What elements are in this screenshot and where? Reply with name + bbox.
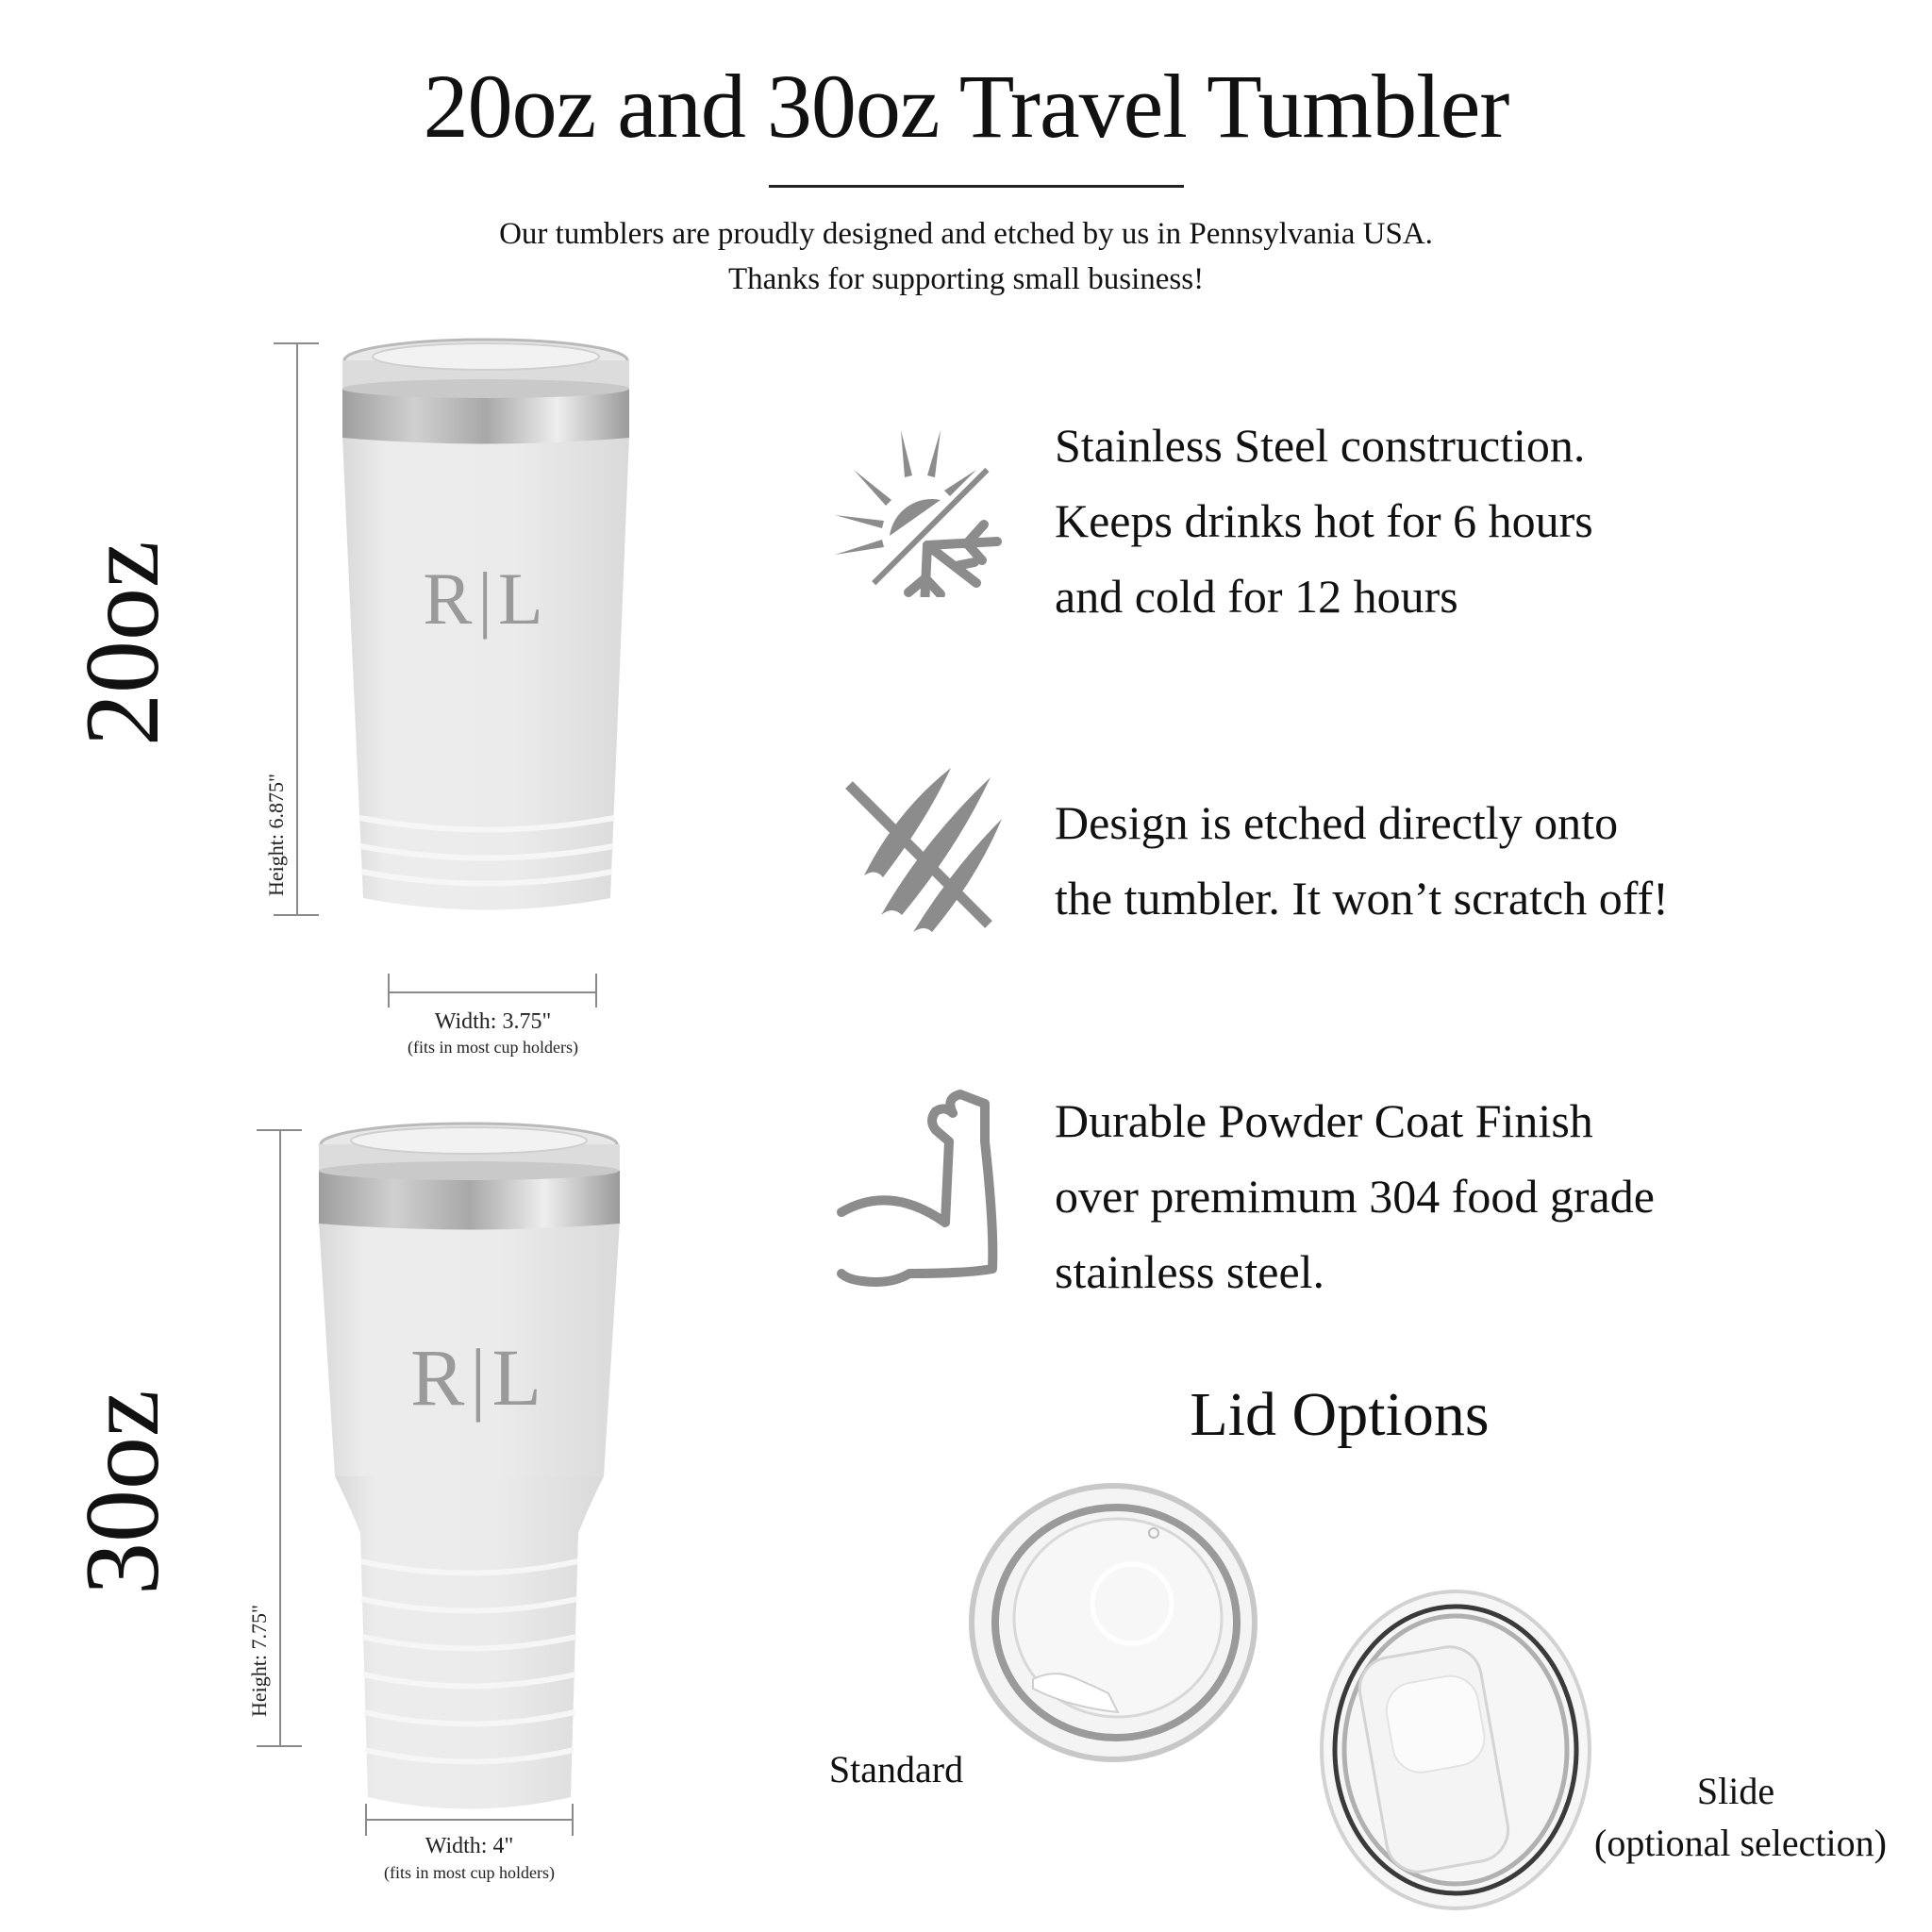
slide-lid-note: (optional selection) [1594,1822,1887,1864]
width-label-20oz: Width: 3.75" [434,1009,552,1034]
size-label-30oz: 30oz [64,1390,181,1595]
standard-lid-label: Standard [828,1748,964,1790]
feature-3-line-1: Durable Powder Coat Finish [1055,1094,1593,1147]
size-label-20oz: 20oz [64,541,181,746]
tumbler-30oz-image [311,1118,627,1821]
subtitle-line-1: Our tumblers are proudly designed and etched by us in Pennsylvania USA. [499,217,1433,251]
width-dim-cap-right [572,1804,574,1836]
feature-3-line-3: stainless steel. [1055,1245,1325,1298]
monogram-30oz: R|L [409,1332,548,1423]
feature-3-line-2: over premimum 304 food grade [1055,1170,1655,1223]
flexed-arm-icon [834,1085,1004,1297]
width-dim-cap-left [388,974,390,1008]
feature-1-line-3: and cold for 12 hours [1055,570,1458,623]
height-label-20oz: Height: 6.875" [264,774,288,896]
sun-snowflake-icon [835,423,1005,597]
height-dim-cap-bottom [274,914,319,916]
slide-lid-image [1316,1561,1599,1920]
no-scratch-icon [840,764,1005,943]
feature-1-line-2: Keeps drinks hot for 6 hours [1055,494,1593,547]
width-dim-line-20oz [388,991,596,993]
page-title: 20oz and 30oz Travel Tumbler [423,56,1509,157]
feature-1-line-1: Stainless Steel construction. [1055,419,1586,472]
lid-options-heading: Lid Options [1190,1380,1490,1449]
height-dim-line-30oz [279,1129,281,1747]
height-dim-line-20oz [296,342,298,916]
title-divider [769,185,1184,188]
slide-lid-label: Slide [1696,1770,1775,1812]
feature-2-line-2: the tumbler. It won’t scratch off! [1055,872,1669,924]
width-note-30oz: (fits in most cup holders) [384,1863,555,1882]
standard-lid-image [967,1476,1264,1764]
height-dim-cap-bottom [257,1745,302,1747]
height-label-30oz: Height: 7.75" [247,1605,271,1717]
feature-2-line-1: Design is etched directly onto [1055,796,1619,849]
width-dim-line-30oz [365,1819,574,1821]
monogram-20oz: R|L [423,558,549,640]
width-note-20oz: (fits in most cup holders) [408,1038,578,1057]
subtitle-line-2: Thanks for supporting small business! [727,262,1205,296]
width-label-30oz: Width: 4" [425,1834,514,1858]
width-dim-cap-right [595,974,597,1008]
